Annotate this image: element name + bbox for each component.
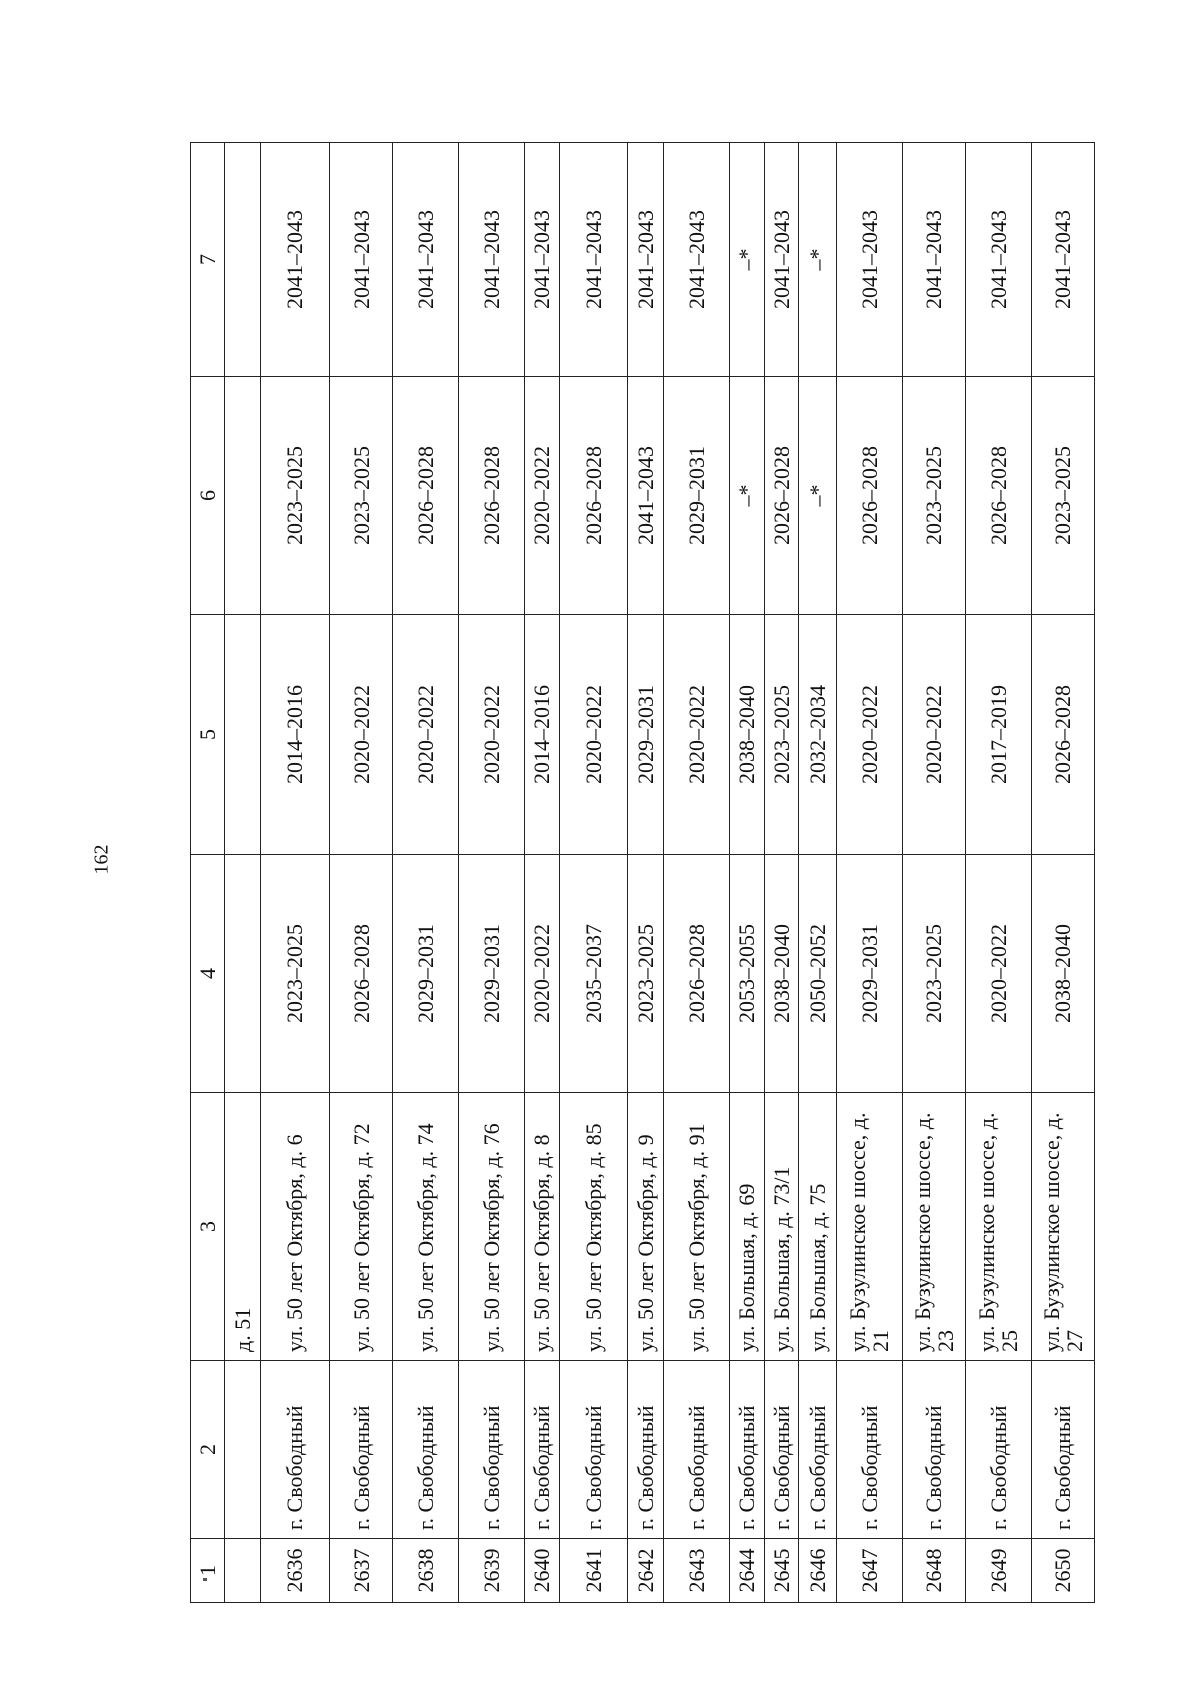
header-row [191,143,225,1603]
city-cell: г. Свободный [329,1361,392,1539]
period-col7: –* [799,143,837,377]
period-col5: 2026–2028 [1031,615,1094,855]
address-cell: ул. 50 лет Октября, д. 72 [329,1093,392,1361]
period-col5: 2017–2019 [965,615,1031,855]
row-number: 2641 [560,1539,628,1603]
page-number: 162 [90,844,113,875]
city-cell: г. Свободный [663,1361,730,1539]
period-col6: 2020–2022 [524,377,560,615]
table-row [261,143,330,1603]
column-header: 1 [191,1539,225,1603]
period-col4: 2038–2040 [1031,855,1094,1093]
period-col5: 2020–2022 [560,615,628,855]
address-cell: ул. Большая, д. 69 [730,1093,764,1361]
period-col7: 2041–2043 [393,143,459,377]
period-col6: –* [730,377,764,615]
cell-empty [225,1361,261,1539]
period-col4: 2023–2025 [261,855,330,1093]
period-col5: 2038–2040 [730,615,764,855]
period-col6: 2023–2025 [902,377,965,615]
address-cell: ул. 50 лет Октября, д. 9 [627,1093,663,1361]
period-col4: 2035–2037 [560,855,628,1093]
continuation-address: д. 51 [225,1093,261,1361]
city-cell: г. Свободный [393,1361,459,1539]
period-col4: 2023–2025 [627,855,663,1093]
row-number: 2647 [836,1539,902,1603]
row-number: 2640 [524,1539,560,1603]
period-col6: 2026–2028 [836,377,902,615]
row-number: 2650 [1031,1539,1094,1603]
period-col7: 2041–2043 [902,143,965,377]
period-col5: 2029–2031 [627,615,663,855]
period-col5: 2020–2022 [663,615,730,855]
period-col5: 2020–2022 [458,615,524,855]
period-col5: 2020–2022 [836,615,902,855]
table-row [560,143,628,1603]
period-col6: 2029–2031 [663,377,730,615]
table-row [764,143,798,1603]
cell-empty [225,1539,261,1603]
address-cell: ул. Большая, д. 73/1 [764,1093,798,1361]
table-row [965,143,1031,1603]
period-col6: 2023–2025 [1031,377,1094,615]
period-col7: 2041–2043 [965,143,1031,377]
row-number: 2644 [730,1539,764,1603]
table-row [730,143,764,1603]
period-col6: 2026–2028 [965,377,1031,615]
row-number: 2639 [458,1539,524,1603]
period-col7: 2041–2043 [627,143,663,377]
table-row [524,143,560,1603]
period-col7: 2041–2043 [524,143,560,377]
period-col4: 2020–2022 [524,855,560,1093]
period-col6: 2026–2028 [764,377,798,615]
address-cell: ул. Бузулинское шоссе, д. 23 [902,1093,965,1361]
address-cell: ул. Большая, д. 75 [799,1093,837,1361]
period-col4: 2023–2025 [902,855,965,1093]
period-col6: 2023–2025 [261,377,330,615]
table-row [663,143,730,1603]
city-cell: г. Свободный [261,1361,330,1539]
period-col4: 2029–2031 [458,855,524,1093]
period-col5: 2032–2034 [799,615,837,855]
cell-empty [225,855,261,1093]
period-col5: 2014–2016 [524,615,560,855]
period-col6: –* [799,377,837,615]
column-header: 4 [191,855,225,1093]
period-col7: 2041–2043 [663,143,730,377]
period-col7: 2041–2043 [458,143,524,377]
period-col7: 2041–2043 [1031,143,1094,377]
address-cell: ул. Бузулинское шоссе, д. 25 [965,1093,1031,1361]
period-col4: 2053–2055 [730,855,764,1093]
period-col5: 2023–2025 [764,615,798,855]
address-cell: ул. 50 лет Октября, д. 91 [663,1093,730,1361]
address-cell: ул. 50 лет Октября, д. 8 [524,1093,560,1361]
address-cell: ул. 50 лет Октября, д. 85 [560,1093,628,1361]
city-cell: г. Свободный [764,1361,798,1539]
cell-empty [225,615,261,855]
city-cell: г. Свободный [560,1361,628,1539]
period-col7: 2041–2043 [764,143,798,377]
row-number: 2642 [627,1539,663,1603]
city-cell: г. Свободный [965,1361,1031,1539]
period-col5: 2020–2022 [393,615,459,855]
cell-empty [225,377,261,615]
table-row [902,143,965,1603]
row-number: 2648 [902,1539,965,1603]
row-number: 2645 [764,1539,798,1603]
period-col6: 2026–2028 [393,377,459,615]
address-cell: ул. 50 лет Октября, д. 76 [458,1093,524,1361]
period-col4: 2029–2031 [393,855,459,1093]
period-col4: 2050–2052 [799,855,837,1093]
table-row [836,143,902,1603]
city-cell: г. Свободный [458,1361,524,1539]
period-col6: 2023–2025 [329,377,392,615]
period-col7: 2041–2043 [329,143,392,377]
period-col5: 2014–2016 [261,615,330,855]
address-cell: ул. Бузулинское шоссе, д. 27 [1031,1093,1094,1361]
table-row [1031,143,1094,1603]
rotated-table-frame [190,143,1200,1593]
row-number: 2638 [393,1539,459,1603]
row-number: 2636 [261,1539,330,1603]
address-cell: ул. 50 лет Октября, д. 74 [393,1093,459,1361]
continuation-row [225,143,261,1603]
column-header: 6 [191,377,225,615]
row-number: 2643 [663,1539,730,1603]
city-cell: г. Свободный [799,1361,837,1539]
address-cell: ул. Бузулинское шоссе, д. 21 [836,1093,902,1361]
city-cell: г. Свободный [836,1361,902,1539]
period-col7: 2041–2043 [836,143,902,377]
column-header: 7 [191,143,225,377]
row-number: 2637 [329,1539,392,1603]
period-col7: 2041–2043 [560,143,628,377]
table-row [799,143,837,1603]
city-cell: г. Свободный [524,1361,560,1539]
period-col6: 2026–2028 [458,377,524,615]
address-cell: ул. 50 лет Октября, д. 6 [261,1093,330,1361]
period-col6: 2041–2043 [627,377,663,615]
column-header: 3 [191,1093,225,1361]
column-header: 5 [191,615,225,855]
period-col4: 2038–2040 [764,855,798,1093]
data-table [190,142,1095,1603]
period-col4: 2026–2028 [329,855,392,1093]
city-cell: г. Свободный [730,1361,764,1539]
period-col4: 2026–2028 [663,855,730,1093]
table-row [329,143,392,1603]
period-col4: 2029–2031 [836,855,902,1093]
row-number: 2646 [799,1539,837,1603]
period-col4: 2020–2022 [965,855,1031,1093]
period-col6: 2026–2028 [560,377,628,615]
period-col5: 2020–2022 [329,615,392,855]
table-row [627,143,663,1603]
row-number: 2649 [965,1539,1031,1603]
period-col5: 2020–2022 [902,615,965,855]
city-cell: г. Свободный [902,1361,965,1539]
cell-empty [225,143,261,377]
period-col7: –* [730,143,764,377]
column-header: 2 [191,1361,225,1539]
table-row [393,143,459,1603]
city-cell: г. Свободный [627,1361,663,1539]
table-row [458,143,524,1603]
table-body [191,143,1095,1603]
city-cell: г. Свободный [1031,1361,1094,1539]
period-col7: 2041–2043 [261,143,330,377]
